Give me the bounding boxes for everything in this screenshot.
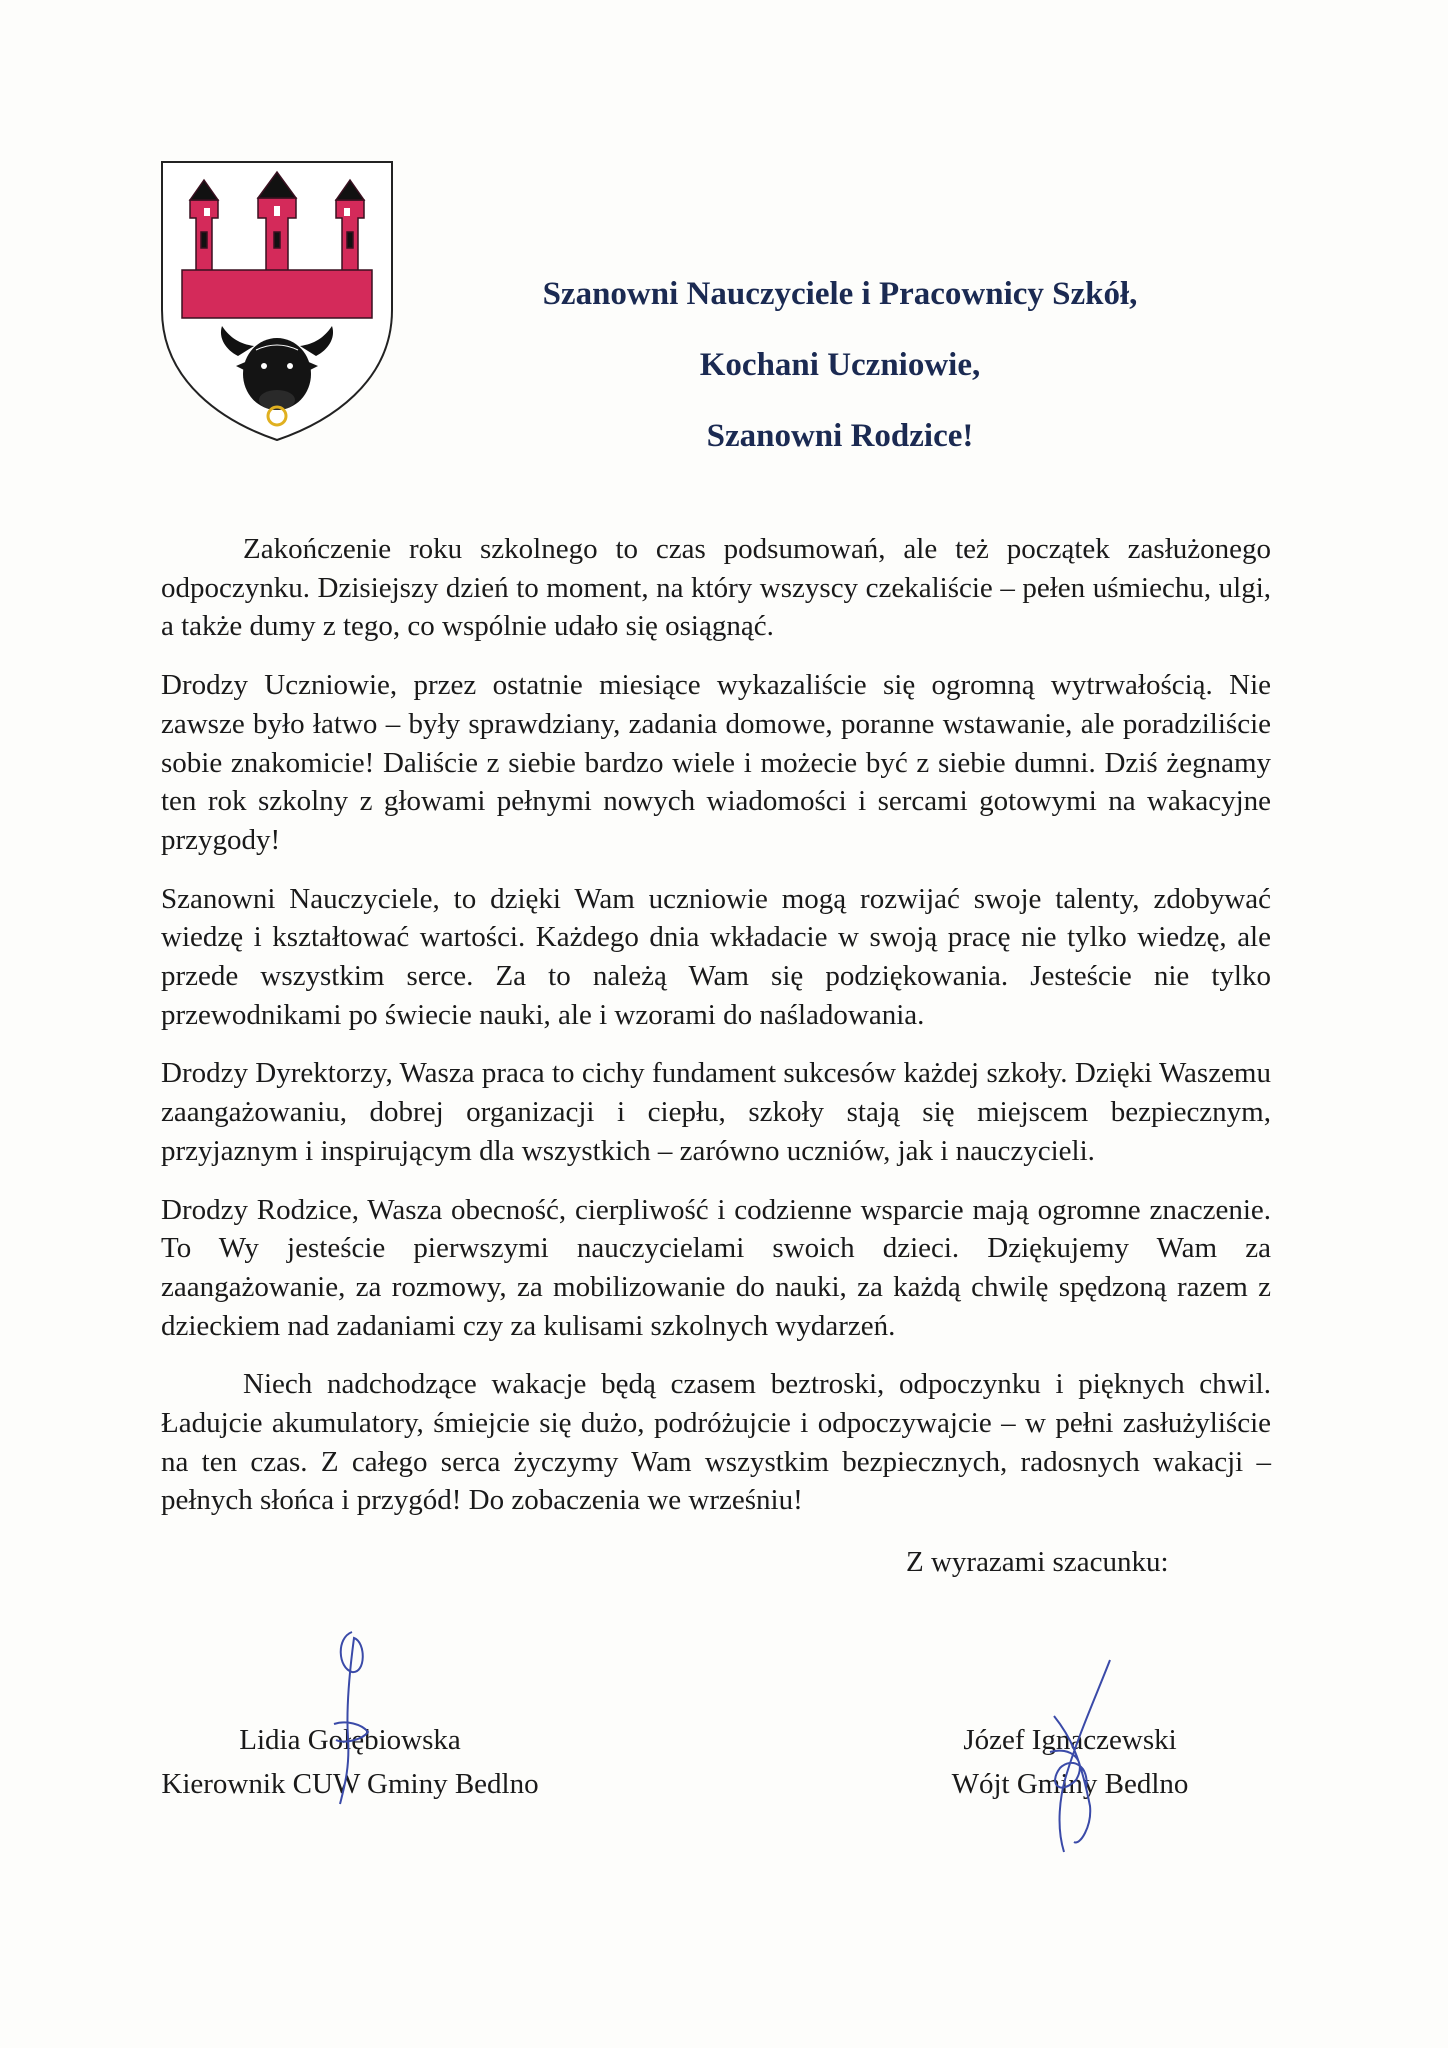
- letter-body: [161, 530, 1271, 1540]
- closing-line: Z wyrazami szacunku:: [906, 1546, 1169, 1578]
- signatory-name-right: Józef Ignaczewski: [963, 1724, 1177, 1756]
- paragraph-students: Drodzy Uczniowie, przez ostatnie miesiące wykazaliście się ogromną wytrwałością. Nie zawsze było łatwo – były sprawdziany, zadania domowe, poranne wstawanie, ale poradziliście sobie znakomicie! Daliście z siebie bardzo wiele i możecie być z siebie dumni. Dziś żegnamy ten rok szkolny z głowami pełnymi nowych wiadomości i sercami gotowymi na wakacyjne przygody!: [161, 669, 1271, 856]
- coat-of-arms-icon: [160, 160, 394, 442]
- signatory-title-left: Kierownik CUW Gminy Bedlno: [161, 1768, 539, 1800]
- paragraph-parents: Drodzy Rodzice, Wasza obecność, cierpliwość i codzienne wsparcie mają ogromne znaczenie. To Wy jesteście pierwszymi nauczycielami swoich dzieci. Dziękujemy Wam za zaangażowanie, za rozmowy, za mobilizowanie do nauki, za każdą chwilę spędzoną razem z dzieckiem nad zadaniami czy za kulisami szkolnych wydarzeń.: [161, 1193, 1271, 1342]
- signatory-title-right: Wójt Gminy Bedlno: [951, 1768, 1189, 1800]
- greeting-line-3: Szanowni Rodzice!: [706, 418, 974, 454]
- paragraph-wishes: Niech nadchodzące wakacje będą czasem beztroski, odpoczynku i pięknych chwil. Ładujcie akumulatory, śmiejcie się dużo, podróżujcie i odpoczywajcie – w pełni zasłużyliście na ten czas. Z całego serca życzymy Wam wszystkim bezpiecznych, radosnych wakacji – pełnych słońca i przygód! Do zobaczenia we wrześniu!: [161, 1368, 1271, 1517]
- greeting-line-1: Szanowni Nauczyciele i Pracownicy Szkół,: [542, 276, 1138, 312]
- signatory-name-left: Lidia Gołębiowska: [239, 1724, 461, 1756]
- paragraph-directors: Drodzy Dyrektorzy, Wasza praca to cichy fundament sukcesów każdej szkoły. Dzięki Waszemu zaangażowaniu, dobrej organizacji i ciepłu, szkoły stają się miejscem bezpiecznym, przyjaznym i inspirującym dla wszystkich – zarówno uczniów, jak i nauczycieli.: [161, 1057, 1271, 1167]
- greeting-line-2: Kochani Uczniowie,: [699, 347, 981, 383]
- handwritten-signature-right-icon: [1030, 1656, 1120, 1856]
- handwritten-signature-left-icon: [322, 1628, 382, 1808]
- paragraph-intro: Zakończenie roku szkolnego to czas podsumowań, ale też początek zasłużonego odpoczynku. Dzisiejszy dzień to moment, na który wszyscy czekaliście – pełen uśmiechu, ulgi, a także dumy z tego, co wspólnie udało się osiągnąć.: [161, 533, 1271, 643]
- greeting: [480, 278, 1200, 491]
- paragraph-teachers: Szanowni Nauczyciele, to dzięki Wam uczniowie mogą rozwijać swoje talenty, zdobywać wiedzę i kształtować wartości. Każdego dnia wkładacie w swoją pracę nie tylko wiedzę, ale przede wszystkim serce. Za to należą Wam się podziękowania. Jesteście nie tylko przewodnikami po świecie nauki, ale i wzorami do naśladowania.: [161, 882, 1271, 1031]
